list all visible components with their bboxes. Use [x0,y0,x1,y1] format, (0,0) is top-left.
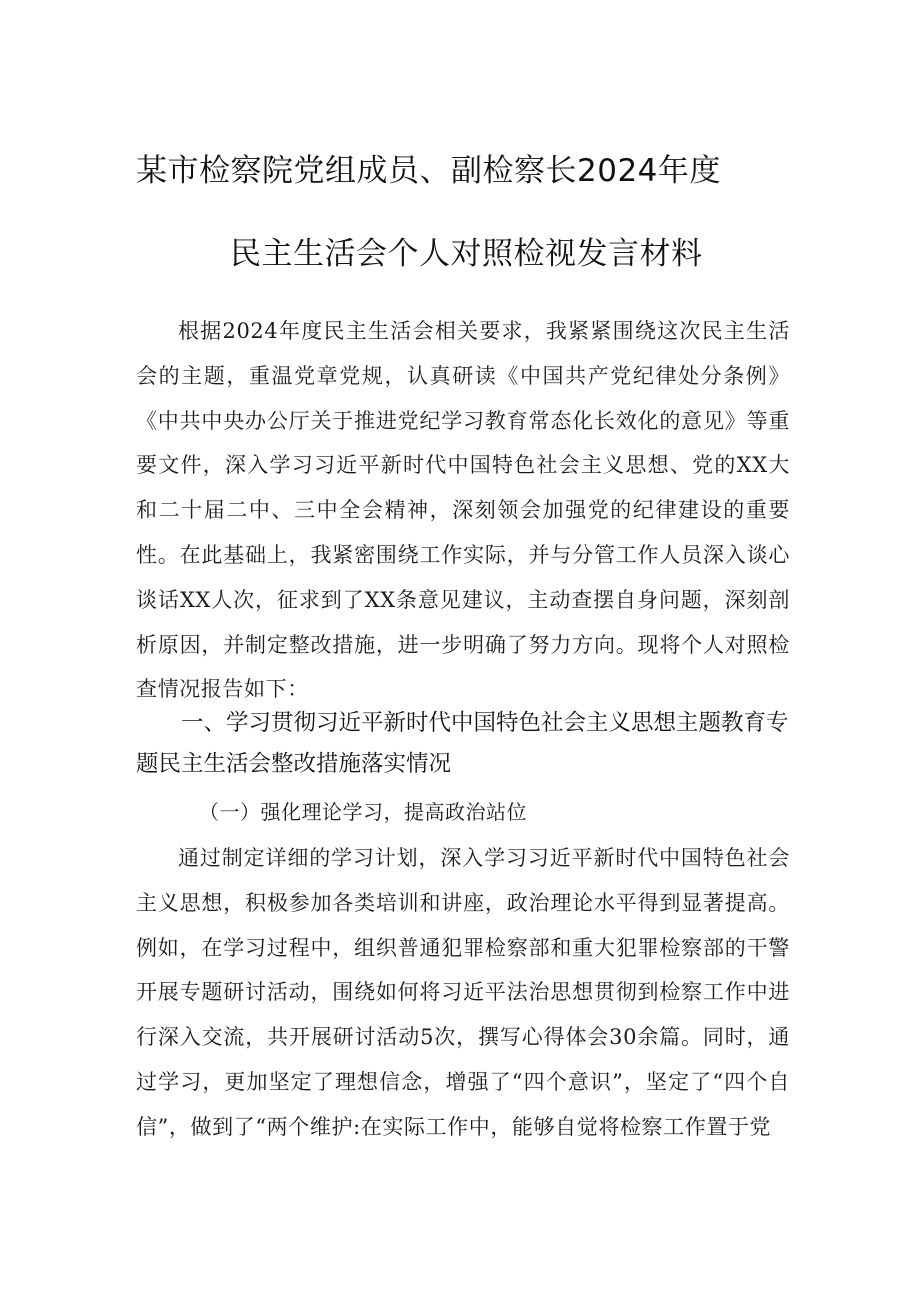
section-heading: 一、学习贯彻习近平新时代中国特色社会主义思想主题教育专题民主生活会整改措施落实情况 [136,710,789,777]
document-title-line-2: 民主生活会个人对照检视发言材料 [230,236,703,272]
subsection-heading: （一）强化理论学习，提高政治站位 [199,800,527,824]
section-paragraph: 通过制定详细的学习计划，深入学习习近平新时代中国特色社会主义思想，积极参加各类培训和讲座，政治理论水平得到显著提高。例如，在学习过程中，组织普通犯罪检察部和重大犯罪检察部的干警开展专题研讨活动，围绕如何将习近平法治思想贯彻到检察工作中进行深入交流，共开展研讨活动5次，撰写心得体会30余篇。同时，通过学习，更加坚定了理想信念，增强了“四个意识”，坚定了“四个自信”，做到了“两个维护:在实际工作中，能够自觉将检察工作置于党 [136,846,790,1139]
document-title-line-1: 某市检察院党组成员、副检察长2024年度 [136,153,721,189]
intro-paragraph: 根据2024年度民主生活会相关要求，我紧紧围绕这次民主生活会的主题，重温党章党规，认真研读《中国共产党纪律处分条例》《中共中央办公厅关于推进党纪学习教育常态化长效化的意见》等重要文件，深入学习习近平新时代中国特色社会主义思想、党的XX大和二十届二中、三中全会精神，深刻领会加强党的纪律建设的重要性。在此基础上，我紧密围绕工作实际，并与分管工作人员深入谈心谈话XX人次，征求到了XX条意见建议，主动查摆自身问题，深刻剖析原因，并制定整改措施，进一步明确了努力方向。现将个人对照检查情况报告如下： [136,319,790,702]
